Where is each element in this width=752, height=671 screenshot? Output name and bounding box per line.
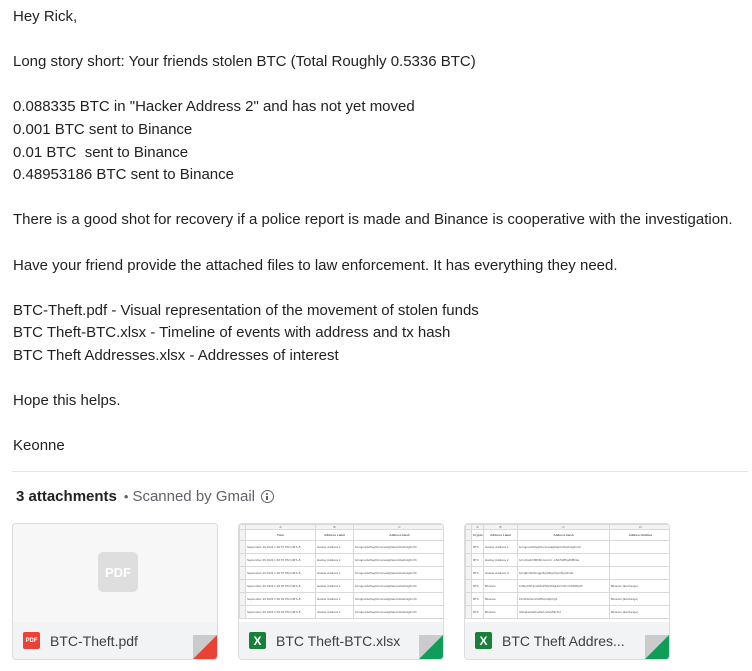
movement-line: 0.088335 BTC in "Hacker Address 2" and has not yet moved	[13, 98, 415, 116]
file-description: BTC Theft-BTC.xlsx - Timeline of events with address and tx hash	[13, 324, 451, 342]
attachment-footer	[13, 622, 217, 659]
email-body	[13, 6, 748, 458]
attachments-separator: •	[123, 489, 129, 504]
attachment-thumbnail	[13, 524, 217, 624]
email-recovery: There is a good shot for recovery if a police report is made and Binance is cooperative with the investigation.	[13, 211, 733, 229]
attachments-count: 3 attachments	[16, 488, 117, 505]
sheets-icon: X	[475, 632, 492, 649]
attachment-footer	[465, 622, 669, 659]
scanned-by-gmail-label: Scanned by Gmail	[132, 488, 256, 505]
email-closing: Hope this helps.	[13, 392, 121, 410]
attachment-thumbnail	[239, 524, 443, 624]
movement-line: 0.001 BTC sent to Binance	[13, 120, 193, 138]
info-icon[interactable]	[261, 490, 274, 503]
spreadsheet-preview: A B C Time Address Label Address Hash September 26 2023 1:46:57 PM GMT+8 Hacker Address 1 bc1qpuxdw5eg0zsmcvekg9awmdtwshdg3m7k September 26 2023 1:46:57 PM GMT+8 Hacker Address 1 bc1qpuxdw5eg0zsmcvekg9awmdtwshdg3m7k September 26 2023 1:46:57 PM GMT+8 Hacker Address 1 bc1qpuxdw5eg0zsmcvekg9awmdtwshdg3m7k September 26 2023 1:49:45 PM GMT+8 Hacker Address 1 bc1qpuxdw5eg0zsmcvekg9awmdtwshdg3m7k September 26 2023 1:52:03 PM GMT+8 Hacker Address 1 bc1qpuxdw5eg0zsmcvekg9awmdtwshdg3m7k September 26 2023 1:53:49 PM GMT+8 Hacker Address 1 bc1qpuxdw5eg0zsmcvekg9awmdtwshdg3m7k	[239, 524, 443, 624]
attachment-name: BTC-Theft.pdf	[50, 632, 138, 649]
email-greeting: Hey Rick,	[13, 8, 78, 25]
attachment-thumbnail	[465, 524, 669, 624]
attachment-name: BTC Theft-BTC.xlsx	[276, 632, 401, 649]
movement-line: 0.01 BTC sent to Binance	[13, 143, 189, 161]
attachment-card-xlsx-addresses[interactable]	[464, 523, 670, 660]
attachments-header	[16, 488, 274, 505]
file-description: BTC Theft Addresses.xlsx - Addresses of interest	[13, 346, 339, 364]
file-description: BTC-Theft.pdf - Visual representation of the movement of stolen funds	[13, 301, 479, 319]
file-type-corner	[193, 635, 217, 659]
pdf-placeholder-icon: PDF	[98, 552, 138, 592]
file-type-corner	[645, 635, 669, 659]
email-summary: Long story short: Your friends stolen BTC (Total Roughly 0.5336 BTC)	[13, 53, 476, 71]
sheets-icon: X	[249, 632, 266, 649]
attachment-footer	[239, 622, 443, 659]
attachment-card-xlsx-timeline[interactable]	[238, 523, 444, 660]
attachment-card-pdf[interactable]	[12, 523, 218, 660]
file-type-corner	[419, 635, 443, 659]
email-instruction: Have your friend provide the attached files to law enforcement. It has everything they need.	[13, 256, 618, 274]
email-signature: Keonne	[13, 437, 65, 455]
pdf-icon: PDF	[23, 632, 40, 649]
movement-line: 0.48953186 BTC sent to Binance	[13, 166, 234, 184]
spreadsheet-preview: A B C D Crypto Address Label Address Hash Address Entities BTC Hacker Address 1 bc1qpuxdw5eg0zsmcvekg9awmdtwshdg3m7k BTC Hacker Address 2 bc1q7a4nh86h8cnwmz4...e5dr5385pd6f8h4e BTC Hacker Address 3 bc1q8nh6dfxngqz5q4d6gm5yrc8y4nh4ef BTC Binance 1NDyJtNTjmwk5xPNhjXMgHG7UDmYdW8Q4S Binance (Exchange) BTC Binance 1FzWLkhsmNrR5HmSj1hQ2 Binance (Exchange) BTC Binance 3JZq4atUahhuA9rLhXLMhhTo7 Binance (Exchange)	[465, 524, 669, 624]
attachments-divider	[12, 471, 748, 472]
attachment-name: BTC Theft Addres...	[502, 632, 625, 649]
